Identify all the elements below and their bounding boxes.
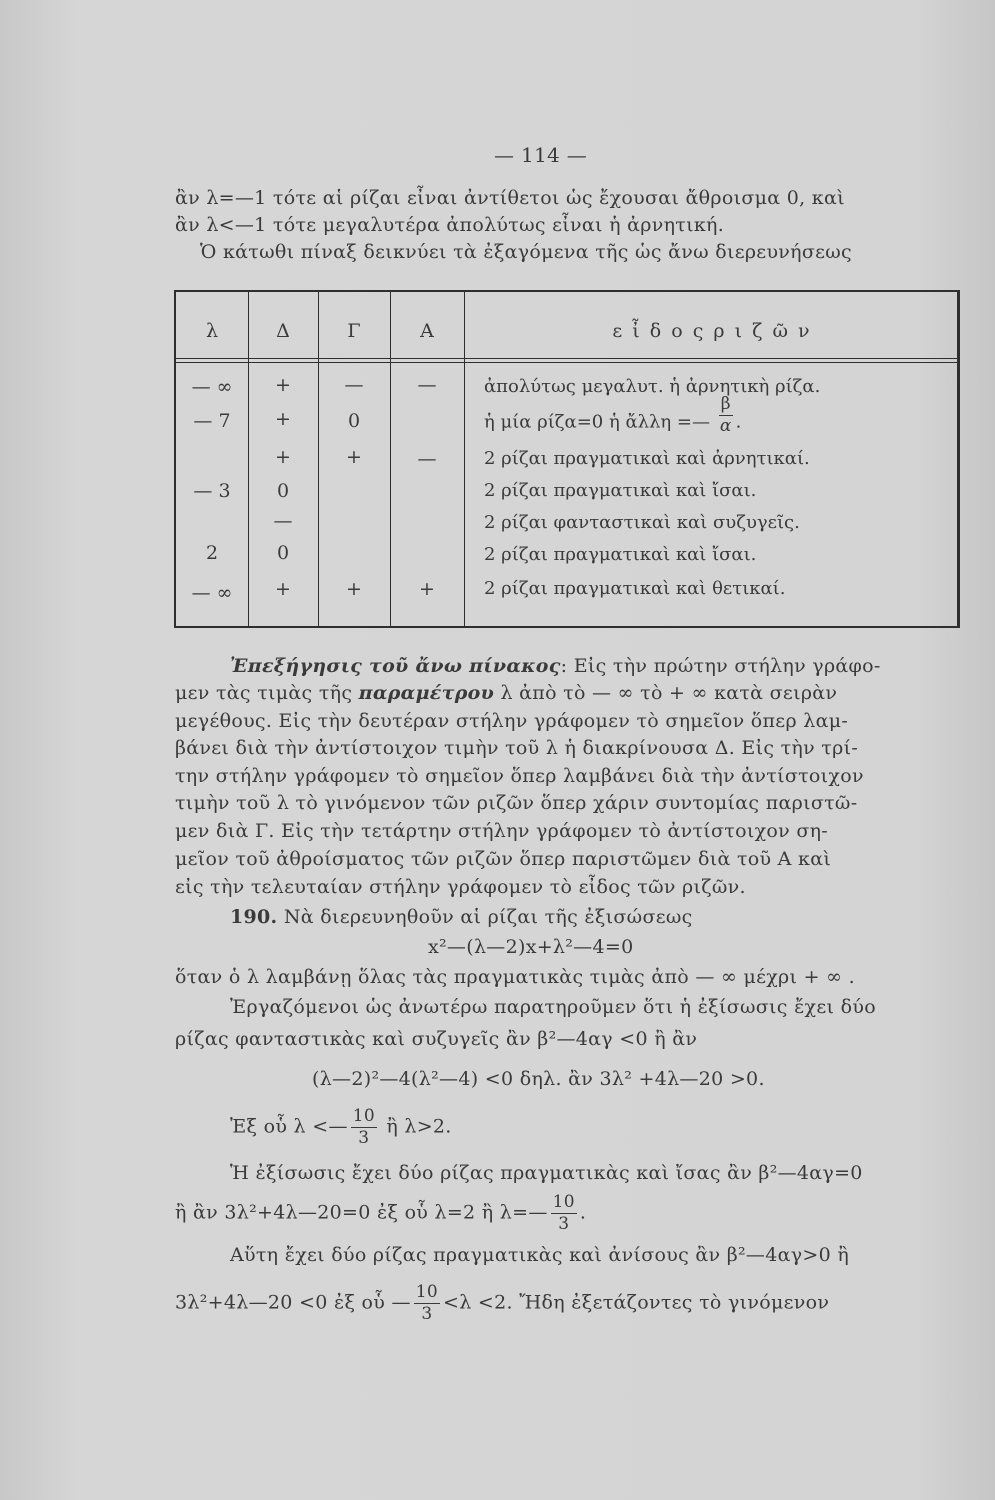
- explanation-line-1: Ἐπεξήγησις τοῦ ἄνω πίνακος: Εἰς τὴν πρώτην στήλην γράφο-: [230, 655, 881, 677]
- row3-desc: 2 ρίζαι πραγματικαὶ καὶ ἀρνητικαί.: [484, 448, 810, 469]
- row1-desc: ἀπολύτως μεγαλυτ. ἡ ἀρνητικὴ ρίζα.: [484, 376, 821, 397]
- intro-line-3: Ὁ κάτωθι πίναξ δεικνύει τὰ ἐξαγόμενα τῆς ὡς ἄνω διερευνήσεως: [200, 241, 852, 263]
- row2-gamma: 0: [347, 410, 361, 432]
- section-line-8: Αὕτη ἔχει δύο ρίζας πραγματικὰς καὶ ἀνίσους ἂν β²—4αγ>0 ἢ: [230, 1244, 850, 1266]
- row6-lambda: 2: [205, 542, 219, 564]
- row4-lambda: — 3: [193, 480, 231, 502]
- row3-alpha: —: [417, 448, 437, 470]
- section-line-2: ὅταν ὁ λ λαμβάνῃ ὅλας τὰς πραγματικὰς τιμὰς ἀπὸ — ∞ μέχρι + ∞ .: [175, 966, 855, 988]
- row2-lambda: — 7: [193, 410, 231, 432]
- main-equation: x²—(λ—2)x+λ²—4=0: [428, 936, 634, 958]
- explanation-line-5: την στήλην γράφομεν τὸ σημεῖον ὅπερ λαμβάνει διὰ τὴν ἀντίστοιχον: [175, 765, 864, 787]
- explanation-line-2: μεν τὰς τιμὰς τῆς παραμέτρου λ ἀπὸ τὸ — ∞ τὸ + ∞ κατὰ σειρὰν: [175, 682, 838, 704]
- header-gamma: Γ: [347, 320, 361, 342]
- row2-fraction: [719, 396, 733, 435]
- row1-lambda: — ∞: [191, 376, 233, 398]
- explanation-line-3: μεγέθους. Εἰς τὴν δευτέραν στήλην γράφομεν τὸ σημεῖον ὅπερ λαμ-: [175, 710, 849, 732]
- row5-delta: —: [273, 510, 293, 532]
- fraction-10-3-b: $\frac{10}{3}$: [552, 1192, 575, 1234]
- row2-delta: +: [275, 408, 291, 430]
- row2-frac-den: α: [719, 416, 732, 436]
- inequality-equation: (λ—2)²—4(λ²—4) <0 δηλ. ἂν 3λ² +4λ—20 >0.: [312, 1068, 765, 1090]
- parameter-term: παραμέτρου: [358, 682, 495, 704]
- row7-gamma: +: [346, 578, 362, 600]
- row6-desc: 2 ρίζαι πραγματικαὶ καὶ ἴσαι.: [484, 544, 757, 565]
- row6-delta: 0: [276, 542, 290, 564]
- intro-line-2: ἂν λ<—1 τότε μεγαλυτέρα ἀπολύτως εἶναι ἡ ἀρνητική.: [175, 214, 725, 236]
- fraction-10-3-c: $\frac{10}{3}$: [415, 1282, 439, 1324]
- header-root-type: ε ἶ δ ο ς ρ ι ζ ῶ ν: [612, 320, 812, 342]
- explanation-title: Ἐπεξήγησις τοῦ ἄνω πίνακος: [230, 655, 561, 677]
- row2-desc: [484, 394, 742, 436]
- row2-desc-text: ἡ μία ρίζα=0 ἡ ἄλλη =—: [484, 411, 711, 433]
- section-line-3: Ἐργαζόμενοι ὡς ἀνωτέρω παρατηροῦμεν ὅτι ἡ ἐξίσωσις ἔχει δύο: [230, 996, 876, 1018]
- row7-delta: +: [275, 578, 291, 600]
- explanation-line-6: τιμὴν τοῦ λ τὸ γινόμενον τῶν ριζῶν ὅπερ χάριν συντομίας παριστῶ-: [175, 792, 858, 814]
- fraction-10-3-a: $\frac{10}{3}$: [352, 1106, 375, 1148]
- section-line-7: ἢ ἂν 3λ²+4λ—20=0 ἐξ οὗ λ=2 ἢ λ=— $\frac{10}{3}$ .: [175, 1192, 587, 1234]
- results-table: [174, 290, 960, 628]
- section-190-heading: 190. Νὰ διερευνηθοῦν αἱ ρίζαι τῆς ἐξισώσεως: [230, 906, 693, 928]
- section-number: 190.: [230, 906, 278, 928]
- header-delta: Δ: [276, 320, 290, 342]
- page-number: — 114 —: [494, 143, 587, 167]
- row4-delta: 0: [276, 480, 290, 502]
- explanation-line-7: μεν διὰ Γ. Εἰς τὴν τετάρτην στήλην γράφομεν τὸ ἀντίστοιχον ση-: [175, 820, 829, 842]
- header-lambda: λ: [205, 320, 219, 342]
- header-alpha: Α: [420, 320, 434, 342]
- row1-gamma: —: [344, 374, 364, 396]
- row7-alpha: +: [419, 578, 435, 600]
- section-line-9: 3λ²+4λ—20 <0 ἐξ οὗ — $\frac{10}{3}$ <λ <2. Ἤδη ἐξετάζοντες τὸ γινόμενον: [175, 1282, 830, 1324]
- explanation-line-4: βάνει διὰ τὴν ἀντίστοιχον τιμὴν τοῦ λ ἡ διακρίνουσα Δ. Εἰς τὴν τρί-: [175, 737, 859, 759]
- row3-gamma: +: [346, 446, 362, 468]
- row1-alpha: —: [417, 374, 437, 396]
- row2-frac-tail: .: [735, 411, 742, 433]
- explanation-line-8: μεῖον τοῦ ἀθροίσματος τῶν ριζῶν ὅπερ παριστῶμεν διὰ τοῦ Α καὶ: [175, 848, 832, 870]
- row7-lambda: — ∞: [191, 582, 233, 604]
- row3-delta: +: [275, 446, 291, 468]
- explanation-line-9: εἰς τὴν τελευταίαν στήλην γράφομεν τὸ εἶδος τῶν ριζῶν.: [175, 876, 746, 898]
- intro-line-1: ἂν λ=—1 τότε αἱ ρίζαι εἶναι ἀντίθετοι ὡς ἔχουσαι ἄθροισμα 0, καὶ: [175, 187, 845, 209]
- row2-frac-num: β: [720, 394, 731, 414]
- row7-desc: 2 ρίζαι πραγματικαὶ καὶ θετικαί.: [484, 578, 786, 599]
- row1-delta: +: [275, 374, 291, 396]
- section-line-4: ρίζας φανταστικὰς καὶ συζυγεῖς ἂν β²—4αγ <0 ἢ ἂν: [175, 1028, 698, 1050]
- row4-desc: 2 ρίζαι πραγματικαὶ καὶ ἴσαι.: [484, 480, 757, 501]
- row5-desc: 2 ρίζαι φανταστικαὶ καὶ συζυγεῖς.: [484, 512, 800, 533]
- section-line-5: Ἐξ οὗ λ <— $\frac{10}{3}$ ἢ λ>2.: [230, 1106, 452, 1148]
- section-line-6: Ἡ ἐξίσωσις ἔχει δύο ρίζας πραγματικὰς καὶ ἴσας ἂν β²—4αγ=0: [230, 1162, 863, 1184]
